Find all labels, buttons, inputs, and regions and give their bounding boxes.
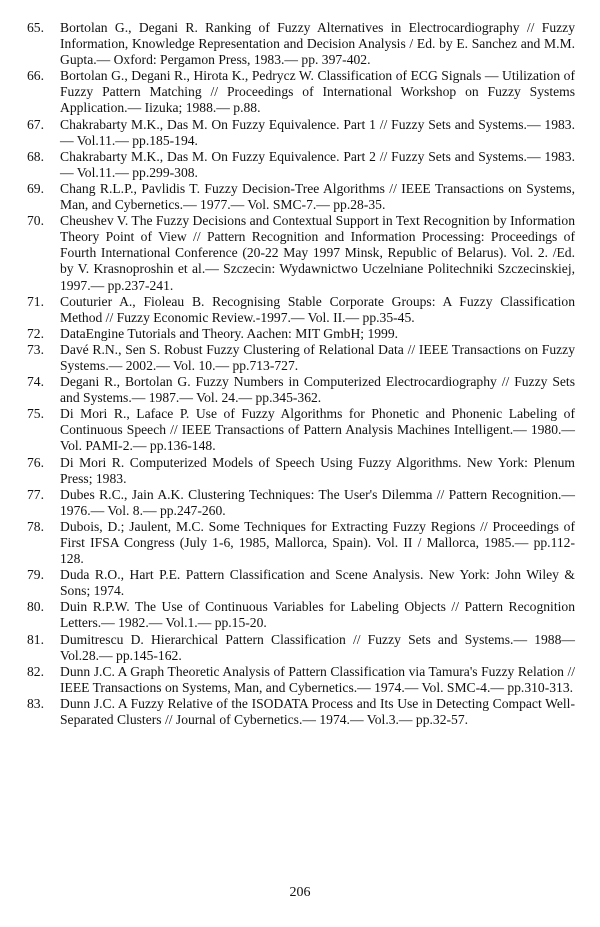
- reference-item: [27, 519, 575, 567]
- reference-number: 65.: [27, 20, 44, 35]
- reference-number: 67.: [27, 116, 44, 132]
- reference-item: [27, 342, 575, 374]
- reference-list: [27, 20, 575, 728]
- reference-text: Dubois, D.; Jaulent, M.C. Some Techniques for Extracting Fuzzy Regions // Proceedings of First IFSA Congress (July 1-6, 1985, Mallorca, Spain). Vol. II / Mallorca, 1985.— pp.112-128.: [60, 518, 575, 567]
- reference-number: 76.: [27, 454, 44, 470]
- reference-text: Duda R.O., Hart P.E. Pattern Classification and Scene Analysis. New York: John Wiley & Sons; 1974.: [60, 567, 575, 599]
- reference-item: [27, 374, 575, 406]
- reference-item: [27, 117, 575, 149]
- reference-number: 82.: [27, 663, 44, 679]
- reference-item: [27, 181, 575, 213]
- reference-number: 79.: [27, 567, 44, 583]
- reference-item: [27, 406, 575, 454]
- page-number: 206: [289, 885, 311, 900]
- reference-number: 72.: [27, 325, 44, 341]
- reference-number: 71.: [27, 293, 44, 309]
- reference-text: Dunn J.C. A Graph Theoretic Analysis of Pattern Classification via Tamura's Fuzzy Relation // IEEE Transactions on Systems, Man, and Cybernetics.— 1974.— Vol. SMC-4.— pp.310-313.: [60, 663, 575, 695]
- reference-item: [27, 294, 575, 326]
- reference-text: Chakrabarty M.K., Das M. On Fuzzy Equivalence. Part 1 // Fuzzy Sets and Systems.— 1983.— Vol.11.— pp.185-194.: [60, 116, 575, 148]
- reference-item: [27, 599, 575, 631]
- reference-text: Cheushev V. The Fuzzy Decisions and Contextual Support in Text Recognition by Information Theory Point of View // Pattern Recognition and Information Processing: Proceedings of Fourth International Conference (20-22 May 1997 Minsk, Republic of Belarus). Vol. 2. /Ed. by V. Krasnoproshin et al.— Szczecin: Wydawnictwo Uczelniane Politechniki Szczecinskiej, 1997.— pp.237-241.: [60, 213, 575, 293]
- reference-text: Chang R.L.P., Pavlidis T. Fuzzy Decision-Tree Algorithms // IEEE Transactions on Systems, Man, and Cybernetics.— 1977.— Vol. SMC-7.— pp.28-35.: [60, 180, 575, 213]
- reference-item: [27, 68, 575, 116]
- reference-number: 74.: [27, 374, 44, 390]
- reference-item: [27, 487, 575, 519]
- reference-number: 68.: [27, 148, 44, 164]
- reference-number: 69.: [27, 180, 44, 196]
- reference-number: 80.: [27, 599, 44, 615]
- reference-text: DataEngine Tutorials and Theory. Aachen: MIT GmbH; 1999.: [60, 325, 399, 341]
- reference-text: Dumitrescu D. Hierarchical Pattern Classification // Fuzzy Sets and Systems.— 1988— Vol.28.— pp.145-162.: [60, 631, 575, 663]
- reference-item: [27, 326, 575, 342]
- reference-text: Duin R.P.W. The Use of Continuous Variables for Labeling Objects // Pattern Recognition Letters.— 1982.— Vol.1.— pp.15-20.: [60, 599, 575, 631]
- reference-number: 75.: [27, 406, 44, 422]
- reference-text: Degani R., Bortolan G. Fuzzy Numbers in Computerized Electrocardiography // Fuzzy Sets and Systems.— 1987.— Vol. 24.— pp.345-362.: [60, 374, 575, 406]
- reference-text: Di Mori R., Laface P. Use of Fuzzy Algorithms for Phonetic and Phonenic Labeling of Continuous Speech // IEEE Transactions of Pattern Analysis Machines Intelligent.— 1980.— Vol. PAMI-2.— pp.136-148.: [60, 406, 575, 454]
- reference-text: Chakrabarty M.K., Das M. On Fuzzy Equivalence. Part 2 // Fuzzy Sets and Systems.— 1983.— Vol.11.— pp.299-308.: [60, 148, 575, 180]
- reference-number: 73.: [27, 341, 44, 357]
- reference-text: Bortolan G., Degani R. Ranking of Fuzzy Alternatives in Electrocardiography // Fuzzy Information, Knowledge Representation and Decision Analysis / Ed. by E. Sanchez and M.M. Gupta.— Oxford: Pergamon Press, 1983.— pp. 397-402.: [60, 20, 575, 68]
- reference-text: Bortolan G., Degani R., Hirota K., Pedrycz W. Classification of ECG Signals — Utilization of Fuzzy Pattern Matching // Proceedings of International Workshop on Fuzzy Systems Application.— Iizuka; 1988.— p.88.: [60, 68, 575, 116]
- reference-number: 81.: [27, 631, 44, 647]
- reference-number: 70.: [27, 213, 44, 229]
- reference-text: Dubes R.C., Jain A.K. Clustering Techniques: The User's Dilemma // Pattern Recognition.— 1976.— Vol. 8.— pp.247-260.: [60, 486, 575, 518]
- reference-number: 83.: [27, 695, 44, 711]
- reference-item: [27, 213, 575, 293]
- reference-item: [27, 455, 575, 487]
- reference-item: [27, 632, 575, 664]
- reference-item: [27, 696, 575, 728]
- reference-text: Davé R.N., Sen S. Robust Fuzzy Clustering of Relational Data // IEEE Transactions on Fuzzy Systems.— 2002.— Vol. 10.— pp.713-727.: [60, 341, 575, 373]
- reference-item: [27, 664, 575, 696]
- reference-text: Dunn J.C. A Fuzzy Relative of the ISODATA Process and Its Use in Detecting Compact Well-Separated Clusters // Journal of Cybernetics.— 1974.— Vol.3.— pp.32-57.: [60, 695, 575, 728]
- reference-text: Couturier A., Fioleau B. Recognising Stable Corporate Groups: A Fuzzy Classification Method // Fuzzy Economic Review.-1997.— Vol. II.— pp.35-45.: [60, 293, 575, 325]
- reference-item: [27, 567, 575, 599]
- reference-number: 77.: [27, 486, 44, 502]
- reference-number: 66.: [27, 68, 44, 84]
- reference-item: [27, 149, 575, 181]
- reference-number: 78.: [27, 518, 44, 534]
- reference-text: Di Mori R. Computerized Models of Speech Using Fuzzy Algorithms. New York: Plenum Press; 1983.: [60, 454, 575, 486]
- reference-item: [27, 20, 575, 68]
